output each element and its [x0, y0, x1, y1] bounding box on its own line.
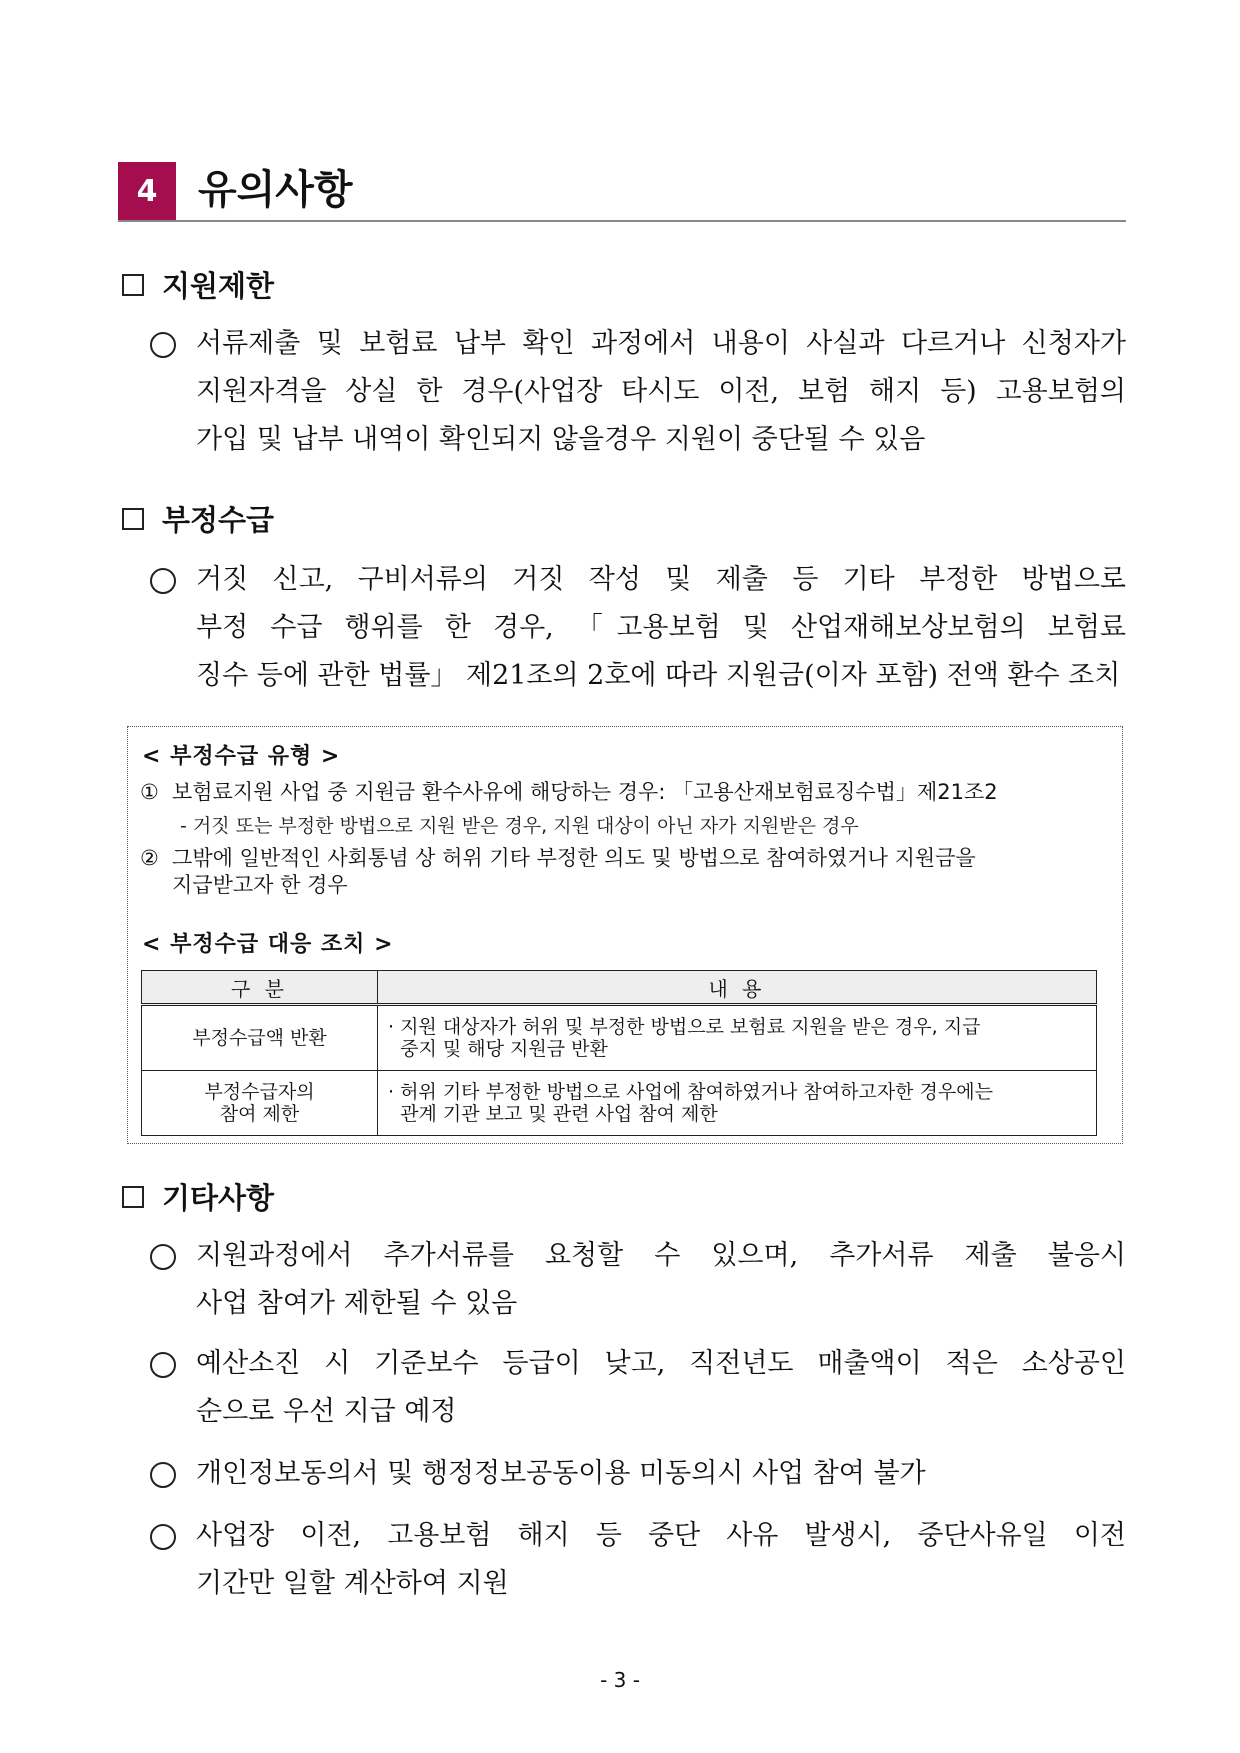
square-bullet-icon — [122, 274, 144, 296]
box-subtitle: < 부정수급 유형 > — [142, 744, 341, 769]
content-line: · 허위 기타 부정한 방법으로 사업에 참여하였거나 참여하고자한 경우에는 — [388, 1081, 993, 1103]
fraud-measures-table — [141, 970, 1097, 1136]
content-line: 관계 기관 보고 및 관련 사업 참여 제한 — [400, 1103, 718, 1125]
bullet-paragraph — [150, 1340, 1126, 1436]
circle-bullet-icon — [150, 332, 176, 358]
category-line: 부정수급자의 — [204, 1081, 315, 1103]
subsection-heading-restriction — [122, 268, 274, 304]
subsection-title: 지원제한 — [162, 269, 275, 303]
fraud-info-box — [127, 726, 1123, 1144]
bullet-paragraph — [150, 1512, 1126, 1608]
table-header-category: 구 분 — [142, 971, 378, 1005]
square-bullet-icon — [122, 508, 144, 530]
table-cell-content — [378, 1005, 1097, 1071]
content-line: 중지 및 해당 지원금 반환 — [400, 1038, 608, 1060]
table-cell-category: 부정수급액 반환 — [142, 1005, 378, 1071]
text-line: 예산소진 시 기준보수 등급이 낮고, 직전년도 매출액이 적은 소상공인 — [196, 1348, 1126, 1379]
circle-bullet-icon — [150, 1244, 176, 1270]
box-subtitle: < 부정수급 대응 조치 > — [142, 932, 394, 957]
circle-bullet-icon — [150, 1524, 176, 1550]
text-line: 지원자격을 상실 한 경우(사업장 타시도 이전, 보험 해지 등) 고용보험의 — [196, 376, 1126, 407]
bullet-paragraph — [150, 556, 1126, 700]
fraud-type-item — [140, 845, 1110, 899]
fraud-type-item — [140, 779, 1110, 806]
text-line: 순으로 우선 지급 예정 — [196, 1396, 457, 1427]
text-line: 사업장 이전, 고용보험 해지 등 중단 사유 발생시, 중단사유일 이전 — [196, 1520, 1126, 1551]
text-line: 부정 수급 행위를 한 경우, 「고용보험 및 산업재해보상보험의 보험료 — [196, 612, 1126, 643]
text-line: 서류제출 및 보험료 납부 확인 과정에서 내용이 사실과 다르거나 신청자가 — [196, 328, 1126, 359]
table-cell-content — [378, 1071, 1097, 1136]
text-line: 개인정보동의서 및 행정정보공동이용 미동의시 사업 참여 불가 — [196, 1458, 926, 1489]
category-line: 참여 제한 — [219, 1103, 300, 1125]
content-line: · 지원 대상자가 허위 및 부정한 방법으로 보험료 지원을 받은 경우, 지급 — [388, 1016, 981, 1038]
fraud-type-subitem: - 거짓 또는 부정한 방법으로 지원 받은 경우, 지원 대상이 아닌 자가 지원받은 경우 — [180, 815, 859, 837]
subsection-title: 부정수급 — [162, 503, 275, 537]
section-number-badge: 4 — [118, 162, 176, 220]
text-line: 지원과정에서 추가서류를 요청할 수 있으며, 추가서류 제출 불응시 — [196, 1240, 1126, 1271]
bullet-paragraph — [150, 1450, 1126, 1498]
bullet-paragraph — [150, 1232, 1126, 1328]
text-line: 가입 및 납부 내역이 확인되지 않을경우 지원이 중단될 수 있음 — [196, 424, 926, 455]
subsection-title: 기타사항 — [162, 1181, 275, 1215]
item-number: ② — [140, 846, 159, 870]
item-text: 지급받고자 한 경우 — [172, 873, 348, 897]
text-line: 사업 참여가 제한될 수 있음 — [196, 1288, 518, 1319]
subsection-heading-fraud — [122, 502, 274, 538]
table-header-content: 내 용 — [378, 971, 1097, 1005]
square-bullet-icon — [122, 1186, 144, 1208]
section-header — [118, 162, 1126, 222]
text-line: 거짓 신고, 구비서류의 거짓 작성 및 제출 등 기타 부정한 방법으로 — [196, 564, 1126, 595]
table-row — [142, 1005, 1097, 1071]
table-row — [142, 1071, 1097, 1136]
text-line: 징수 등에 관한 법률」 제21조의 2호에 따라 지원금(이자 포함) 전액 환수 조치 — [196, 660, 1121, 691]
section-title: 유의사항 — [198, 167, 353, 213]
table-cell-category — [142, 1071, 378, 1136]
item-number: ① — [140, 780, 159, 804]
header-divider — [118, 220, 1126, 222]
circle-bullet-icon — [150, 1462, 176, 1488]
page-number: - 3 - — [600, 1668, 640, 1692]
text-line: 기간만 일할 계산하여 지원 — [196, 1568, 509, 1599]
item-text: 보험료지원 사업 중 지원금 환수사유에 해당하는 경우: 「고용산재보험료징수법」제21조2 — [172, 780, 998, 804]
item-text: 그밖에 일반적인 사회통념 상 허위 기타 부정한 의도 및 방법으로 참여하였거나 지원금을 — [172, 846, 976, 870]
circle-bullet-icon — [150, 1352, 176, 1378]
subsection-heading-others — [122, 1180, 274, 1216]
circle-bullet-icon — [150, 568, 176, 594]
bullet-paragraph — [150, 320, 1126, 464]
